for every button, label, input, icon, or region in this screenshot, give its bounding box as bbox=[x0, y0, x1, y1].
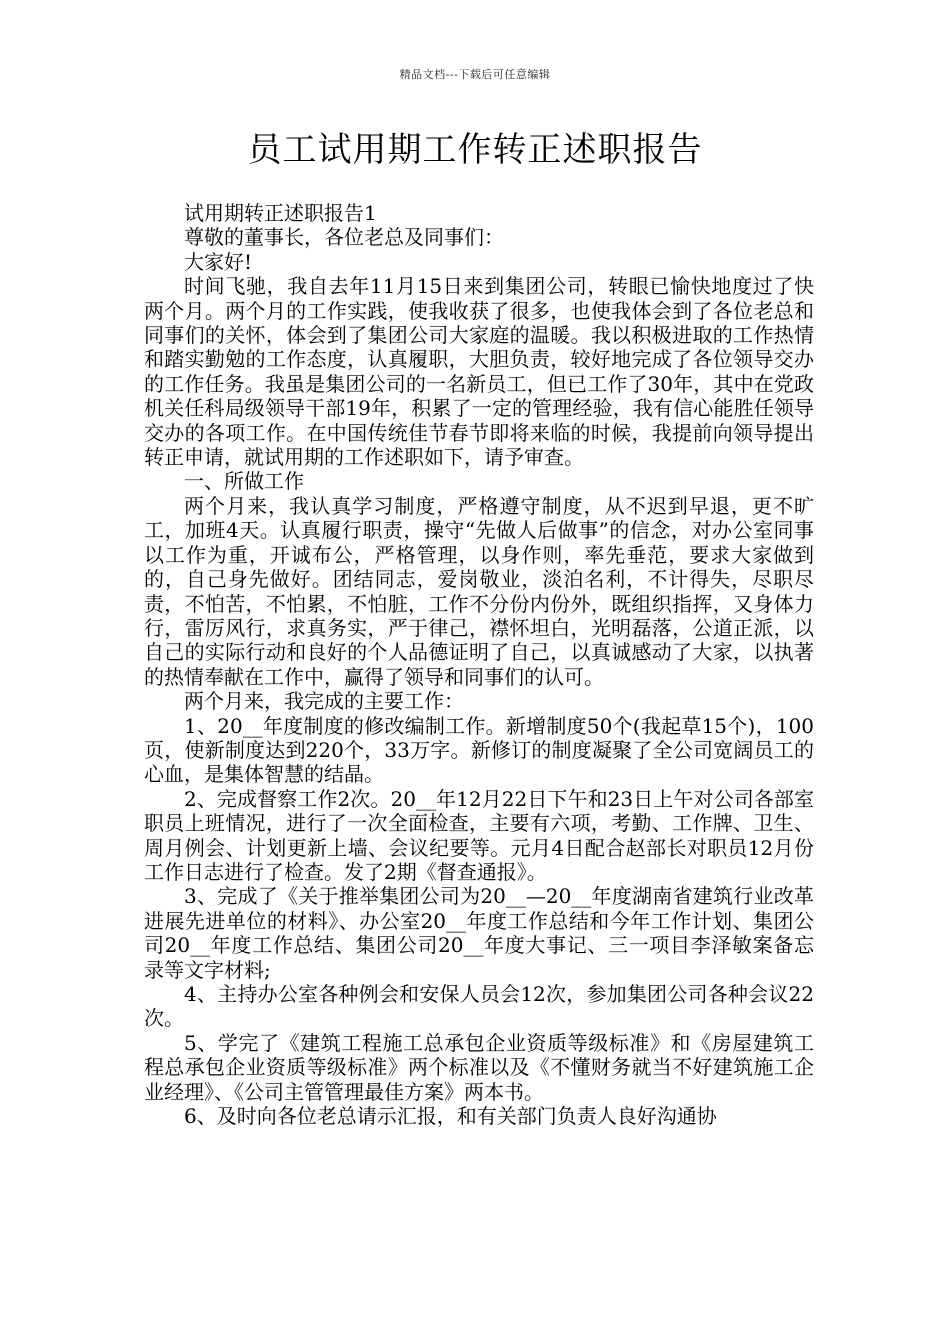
paragraph: 试用期转正述职报告1 bbox=[184, 201, 377, 225]
list-item: 2、完成督察工作2次。20__年12月22日下午和23日上午对公司各部室职员上班情况，进行了一次全面检查，主要有六项，考勤、工作牌、卫生、周月例会、计划更新上墙、会议纪要等。元月4日配合赵部长对职员12月份工作日志进行了检查。发了2期《督查通报》。 bbox=[144, 786, 814, 884]
list-item: 5、学完了《建筑工程施工总承包企业资质等级标准》和《房屋建筑工程总承包企业资质等级标准》两个标准以及《不懂财务就当不好建筑施工企业经理》、《公司主管管理最佳方案》两本书。 bbox=[144, 1030, 814, 1104]
paragraph: 时间飞驰，我自去年11月15日来到集团公司，转眼已愉快地度过了快两个月。两个月的工作实践，使我收获了很多，也使我体会到了各位老总和同事们的关怀，体会到了集团公司大家庭的温暖。我以积极进取的工作热情和踏实勤勉的工作态度，认真履职，大胆负责，较好地完成了各位领导交办的工作任务。我虽是集团公司的一名新员工，但已工作了30年，其中在党政机关任科局级领导干部19年，积累了一定的管理经验，我有信心能胜任领导交办的各项工作。在中国传统佳节春节即将来临的时候，我提前向领导提出转正申请，就试用期的工作述职如下，请予审查。 bbox=[144, 274, 814, 470]
paragraph: 两个月来，我认真学习制度，严格遵守制度，从不迟到早退，更不旷工，加班4天。认真履行职责，操守“先做人后做事”的信念，对办公室同事以工作为重，开诚布公，严格管理，以身作则，率先垂范，要求大家做到的，自己身先做好。团结同志，爱岗敬业，淡泊名利，不计得失，尽职尽责，不怕苦，不怕累，不怕脏，工作不分份内份外，既组织指挥，又身体力行，雷厉风行，求真务实，严于律己，襟怀坦白，光明磊落，公道正派，以自己的实际行动和良好的个人品德证明了自己，以真诚感动了大家，以执著的热情奉献在工作中，赢得了领导和同事们的认可。 bbox=[144, 493, 814, 689]
paragraph: 尊敬的董事长，各位老总及同事们： bbox=[184, 225, 504, 250]
list-item: 6、及时向各位老总请示汇报，和有关部门负责人良好沟通协 bbox=[184, 1104, 717, 1129]
paragraph: 两个月来，我完成的主要工作： bbox=[184, 689, 464, 714]
list-item: 3、完成了《关于推举集团公司为20__—20__年度湖南省建筑行业改革进展先进单位的材料》、办公室20__年度工作总结和今年工作计划、集团公司20__年度工作总结、集团公司20__年度大事记、三一项目李泽敏案备忘录等文字材料; bbox=[144, 884, 814, 982]
list-item: 4、主持办公室各种例会和安保人员会12次，参加集团公司各种会议22次。 bbox=[144, 982, 814, 1031]
header-note: 精品文档---下载后可任意编辑 bbox=[399, 68, 551, 81]
section-heading: 一、所做工作 bbox=[184, 469, 304, 494]
paragraph: 大家好! bbox=[184, 249, 253, 274]
document-body bbox=[144, 201, 814, 1128]
list-item: 1、20__年度制度的修改编制工作。新增制度50个(我起草15个)，100页，使新制度达到220个，33万字。新修订的制度凝聚了全公司宽阔员工的心血，是集体智慧的结晶。 bbox=[144, 713, 814, 787]
document-title: 员工试用期工作转正述职报告 bbox=[247, 130, 703, 170]
